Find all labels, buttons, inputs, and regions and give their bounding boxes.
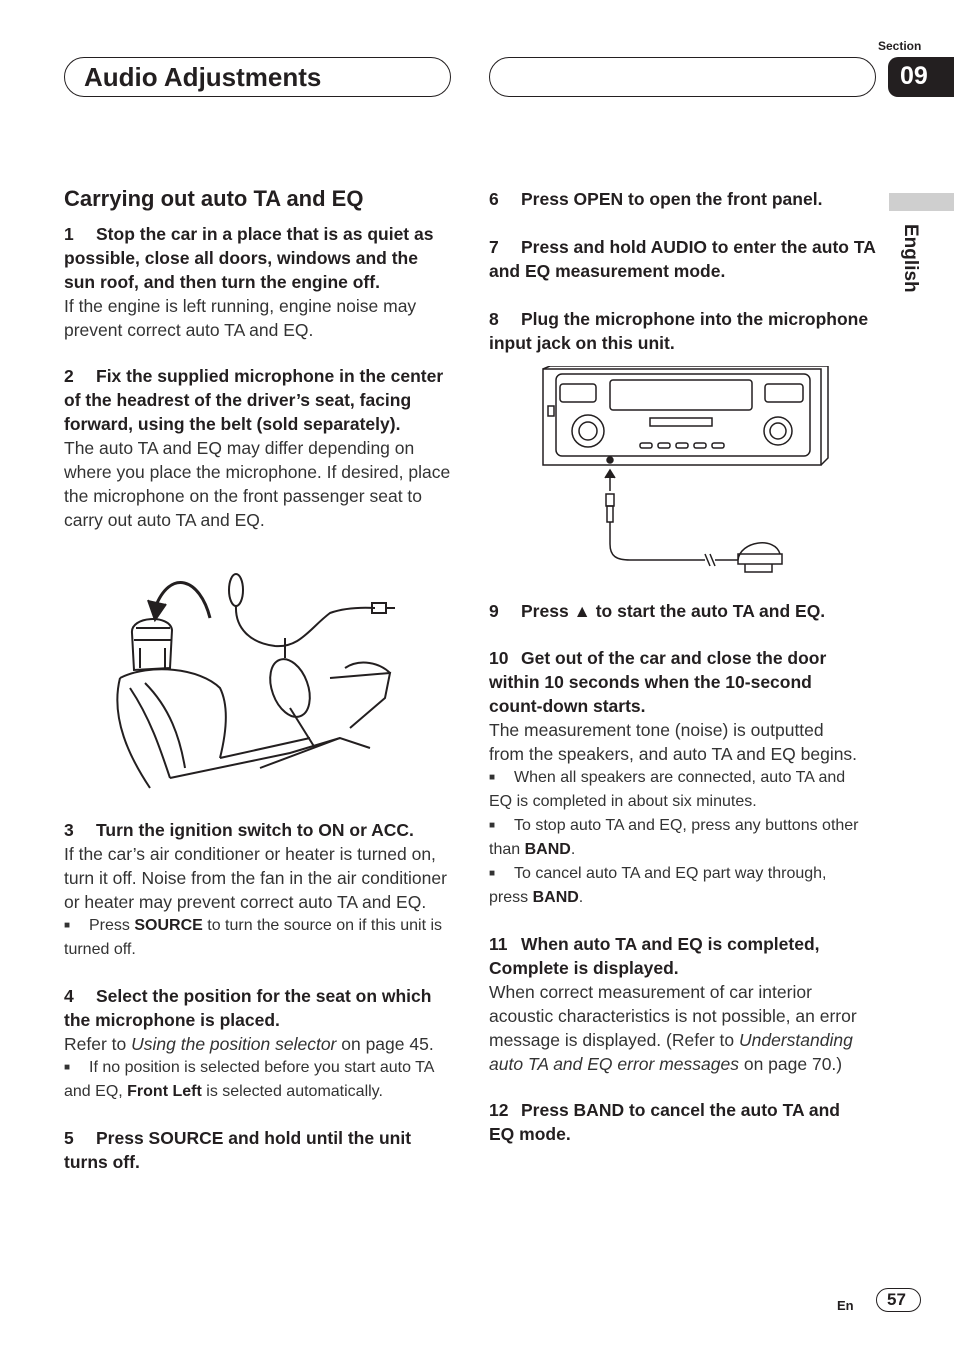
step-7: 7 Press and hold AUDIO to enter the auto TA and EQ measurement mode. — [489, 237, 876, 281]
step-2: 2 Fix the supplied microphone in the center of the headrest of the driver’s seat, facing forward, using the belt (sold separately). — [64, 366, 444, 434]
step-6: 6 Press OPEN to open the front panel. — [489, 189, 823, 209]
step-8: 8 Plug the microphone into the microphone input jack on this unit. — [489, 309, 869, 353]
step-10: 10 Get out of the car and close the door within 10 seconds when the 10-second count-down starts. — [489, 648, 827, 716]
step-12: 12 Press BAND to cancel the auto TA and EQ mode. — [489, 1100, 840, 1144]
step-10-note-3: ■ To cancel auto TA and EQ part way through, press BAND. — [489, 865, 827, 906]
step-4-body: Refer to Using the position selector on page 45. — [64, 1034, 434, 1054]
step-9: 9 Press ▲ to start the auto TA and EQ. — [489, 601, 826, 621]
step-4-note: ■ If no position is selected before you start auto TA and EQ, Front Left is selected automatically. — [64, 1059, 434, 1100]
page-number: 57 — [887, 1290, 906, 1309]
step-2-body: The auto TA and EQ may differ depending on where you place the microphone. If desired, place the microphone on the front passenger seat to carry out auto TA and EQ. — [64, 438, 451, 530]
header-right-frame — [489, 57, 876, 97]
step-10-body: The measurement tone (noise) is outputted from the speakers, and auto TA and EQ begins. — [489, 720, 858, 764]
step-10-note-2: ■ To stop auto TA and EQ, press any buttons other than BAND. — [489, 817, 859, 858]
step-10-note-1: ■ When all speakers are connected, auto TA and EQ is completed in about six minutes. — [489, 769, 846, 810]
step-1-body: If the engine is left running, engine noise may prevent correct auto TA and EQ. — [64, 296, 417, 340]
page-title: Audio Adjustments — [84, 62, 322, 92]
section-number-badge: 09 — [888, 57, 954, 97]
step-5: 5 Press SOURCE and hold until the unit turns off. — [64, 1128, 412, 1172]
left-column — [64, 186, 452, 532]
section-heading: Carrying out auto TA and EQ — [64, 186, 364, 211]
right-column — [489, 187, 879, 355]
left-column-lower — [64, 818, 452, 1174]
step-3: 3 Turn the ignition switch to ON or ACC. — [64, 820, 414, 840]
seat-microphone-illustration — [110, 568, 410, 798]
step-3-body: If the car’s air conditioner or heater is turned on, turn it off. Noise from the fan in the air conditioner or heater may prevent correct auto TA and EQ. — [64, 844, 447, 912]
head-unit-microphone-illustration — [540, 366, 830, 580]
language-tab — [889, 193, 954, 211]
step-3-note: ■ Press SOURCE to turn the source on if this unit is turned off. — [64, 917, 443, 958]
language-label: English — [900, 224, 921, 293]
footer-language: En — [837, 1298, 854, 1313]
step-11: 11 When auto TA and EQ is completed, Complete is displayed. — [489, 934, 820, 978]
step-1: 1 Stop the car in a place that is as quiet as possible, close all doors, windows and the sun roof, and then turn the engine off. — [64, 224, 434, 292]
step-11-body: When correct measurement of car interior acoustic characteristics is not possible, an error message is displayed. (Refer to Understanding auto TA and EQ error messages on page 70.) — [489, 982, 857, 1074]
right-column-lower — [489, 599, 859, 1146]
step-4: 4 Select the position for the seat on which the microphone is placed. — [64, 986, 432, 1030]
section-label: Section — [878, 39, 922, 53]
